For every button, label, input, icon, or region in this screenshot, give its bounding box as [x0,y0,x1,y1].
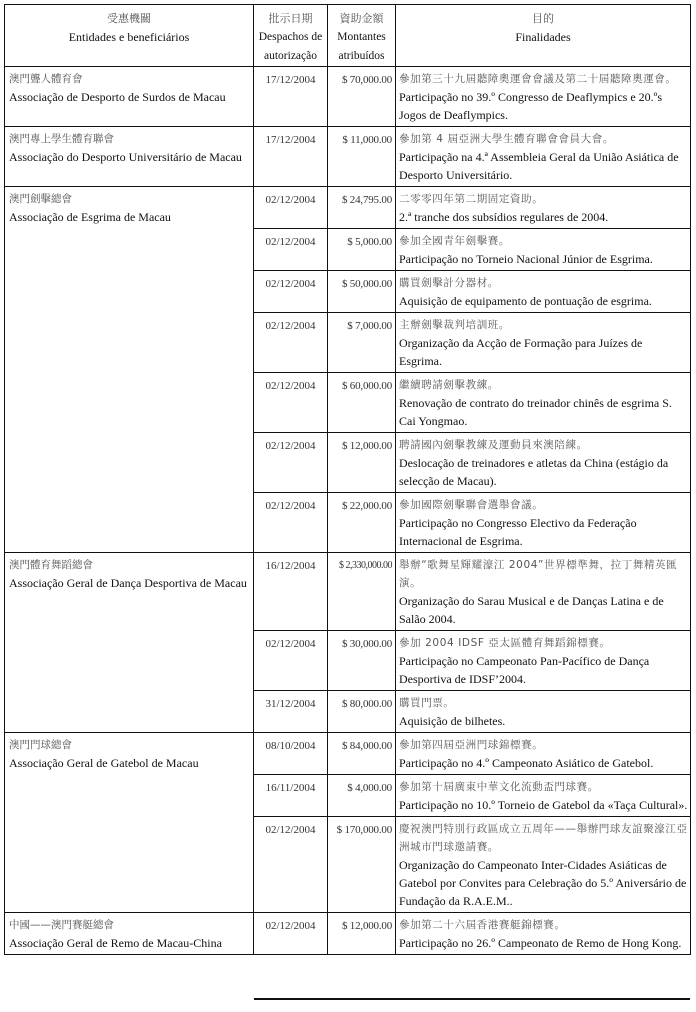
amount: $ 22,000.00 [328,493,396,553]
entity-name-zh: 澳門劍擊總會 [9,193,72,205]
purpose-pt: Participação no 4.º Campeonato Asiático de Gatebol. [399,756,654,770]
authorization-date: 31/12/2004 [254,691,328,733]
header-entity-pt: Entidades e beneficiários [68,30,190,44]
purpose-pt: Organização da Acção de Formação para Juízes de Esgrima. [399,336,643,368]
table-body [5,67,691,955]
authorization-date: 02/12/2004 [254,187,328,229]
purpose-zh: 參加國際劍擊聯會選舉會議。 [399,499,544,511]
entity-name-pt: Associação de Esgrima de Macau [9,210,171,224]
entity-name-pt: Associação Geral de Dança Desportiva de Macau [9,576,247,590]
authorization-date: 02/12/2004 [254,313,328,373]
header-amount-pt: Montantes atribuídos [337,31,386,62]
purpose-zh: 參加第 4 屆亞洲大學生體育聯會會員大會。 [399,133,614,145]
purpose-zh: 參加第四屆亞洲門球錦標賽。 [399,739,544,751]
table-row [5,127,691,187]
authorization-date: 02/12/2004 [254,913,328,955]
header-amount [328,5,396,67]
purpose-cell [396,229,691,271]
purpose-zh: 繼續聘請劍擊教練。 [399,379,499,391]
amount: $ 60,000.00 [328,373,396,433]
amount: $ 80,000.00 [328,691,396,733]
purpose-pt: Participação no 39.º Congresso de Deaflympics e 20.ºs Jogos de Deaflympics. [399,90,663,122]
purpose-zh: 二零零四年第二期固定資助。 [399,193,544,205]
amount: $ 50,000.00 [328,271,396,313]
table-row [5,67,691,127]
entity-name-pt: Associação do Desporto Universitário de Macau [9,150,242,164]
purpose-zh: 主辦劍擊裁判培訓班。 [399,319,510,331]
bottom-rule [254,998,690,1000]
authorization-date: 17/12/2004 [254,127,328,187]
amount: $ 30,000.00 [328,631,396,691]
entity-name-pt: Associação de Desporto de Surdos de Macau [9,90,226,104]
purpose-cell [396,631,691,691]
header-amount-zh: 資助金額 [339,12,384,25]
purpose-pt: Participação no Torneio Nacional Júnior de Esgrima. [399,252,653,266]
purpose-cell [396,553,691,631]
header-date [254,5,328,67]
entity-name-zh: 澳門聾人體育會 [9,73,83,85]
purpose-zh: 慶祝澳門特別行政區成立五周年——舉辦門球友誼聚濠江亞洲城市門球邀請賽。 [399,823,688,853]
purpose-zh: 購買劍擊計分器材。 [399,277,499,289]
table-row [5,553,691,631]
amount: $ 84,000.00 [328,733,396,775]
purpose-zh: 聘請國內劍擊教練及運動員來澳陪練。 [399,439,588,451]
table-header-row [5,5,691,67]
amount: $ 11,000.00 [328,127,396,187]
entity-name-zh: 澳門專上學生體育聯會 [9,133,114,145]
header-entity-zh: 受惠機關 [107,12,151,25]
purpose-pt: Deslocação de treinadores e atletas da China (estágio da selecção de Macau). [399,456,669,488]
entity-cell [5,553,254,733]
entity-cell [5,913,254,955]
purpose-pt: Renovação de contrato do treinador chinês de esgrima S. Cai Yongmao. [399,396,672,428]
amount: $ 12,000.00 [328,433,396,493]
table-row [5,913,691,955]
purpose-cell [396,493,691,553]
authorization-date: 02/12/2004 [254,229,328,271]
purpose-cell [396,127,691,187]
purpose-cell [396,187,691,229]
amount: $ 2,330,000.00 [328,553,396,631]
purpose-cell [396,67,691,127]
amount: $ 70,000.00 [328,67,396,127]
purpose-pt: Participação no 10.º Torneio de Gatebol da «Taça Cultural». [399,798,688,812]
purpose-zh: 參加 2004 IDSF 亞太區體育舞蹈錦標賽。 [399,637,611,649]
purpose-zh: 購買門票。 [399,697,455,709]
amount: $ 24,795.00 [328,187,396,229]
authorization-date: 02/12/2004 [254,631,328,691]
table-row [5,187,691,229]
amount: $ 4,000.00 [328,775,396,817]
purpose-cell [396,271,691,313]
purpose-cell [396,817,691,913]
purpose-cell [396,373,691,433]
entity-cell [5,733,254,913]
entity-cell [5,187,254,553]
authorization-date: 17/12/2004 [254,67,328,127]
authorization-date: 02/12/2004 [254,817,328,913]
header-purpose [396,5,691,67]
purpose-pt: Aquisição de bilhetes. [399,714,506,728]
purpose-cell [396,313,691,373]
amount: $ 7,000.00 [328,313,396,373]
purpose-pt: Participação no Congresso Electivo da Federação Internacional de Esgrima. [399,516,637,548]
authorization-date: 16/12/2004 [254,553,328,631]
entity-cell [5,127,254,187]
purpose-cell [396,433,691,493]
amount: $ 5,000.00 [328,229,396,271]
authorization-date: 02/12/2004 [254,493,328,553]
purpose-cell [396,913,691,955]
entity-name-pt: Associação Geral de Gatebol de Macau [9,756,199,770]
entity-cell [5,67,254,127]
purpose-pt: Participação na 4.ª Assembleia Geral da União Asiática de Desporto Universitário. [399,150,679,182]
purpose-pt: Participação no Campeonato Pan-Pacífico de Dança Desportiva de IDSF’2004. [399,654,650,686]
purpose-zh: 參加第二十六屆香港賽艇錦標賽。 [399,919,566,931]
entity-name-zh: 澳門門球總會 [9,739,72,751]
purpose-zh: 參加第十屆廣東中華文化流動盃門球賽。 [399,781,599,793]
purpose-pt: Participação no 26.º Campeonato de Remo de Hong Kong. [399,936,682,950]
purpose-cell [396,775,691,817]
header-date-pt: Despachos de autorização [258,31,323,62]
authorization-date: 02/12/2004 [254,271,328,313]
authorization-date: 02/12/2004 [254,433,328,493]
purpose-pt: Organização do Sarau Musical e de Danças Latina e de Salão 2004. [399,594,664,626]
table-row [5,733,691,775]
authorization-date: 08/10/2004 [254,733,328,775]
entity-name-zh: 澳門體育舞蹈總會 [9,559,93,571]
header-date-zh: 批示日期 [268,12,313,25]
authorization-date: 16/11/2004 [254,775,328,817]
purpose-zh: 參加全國青年劍擊賽。 [399,235,510,247]
purpose-pt: Organização do Campeonato Inter-Cidades Asiáticas de Gatebol por Convites para Celebração do 5.º Aniversário de Fundação da R.A.E.M.. [399,858,687,908]
purpose-pt: Aquisição de equipamento de pontuação de esgrima. [399,294,652,308]
header-entity [5,5,254,67]
entity-name-pt: Associação Geral de Remo de Macau-China [9,936,222,950]
purpose-cell [396,691,691,733]
grants-table [4,4,691,955]
amount: $ 12,000.00 [328,913,396,955]
purpose-zh: 舉辦“歌舞星輝耀濠江 2004”世界標準舞，拉丁舞精英匯演。 [399,559,678,589]
purpose-zh: 參加第三十九屆聽障奧運會會議及第二十屆聽障奧運會。 [399,73,677,85]
header-purpose-pt: Finalidades [515,30,571,44]
authorization-date: 02/12/2004 [254,373,328,433]
amount: $ 170,000.00 [328,817,396,913]
purpose-cell [396,733,691,775]
purpose-pt: 2.ª tranche dos subsídios regulares de 2004. [399,210,609,224]
entity-name-zh: 中國——澳門賽艇總會 [9,919,114,931]
header-purpose-zh: 目的 [532,12,554,25]
